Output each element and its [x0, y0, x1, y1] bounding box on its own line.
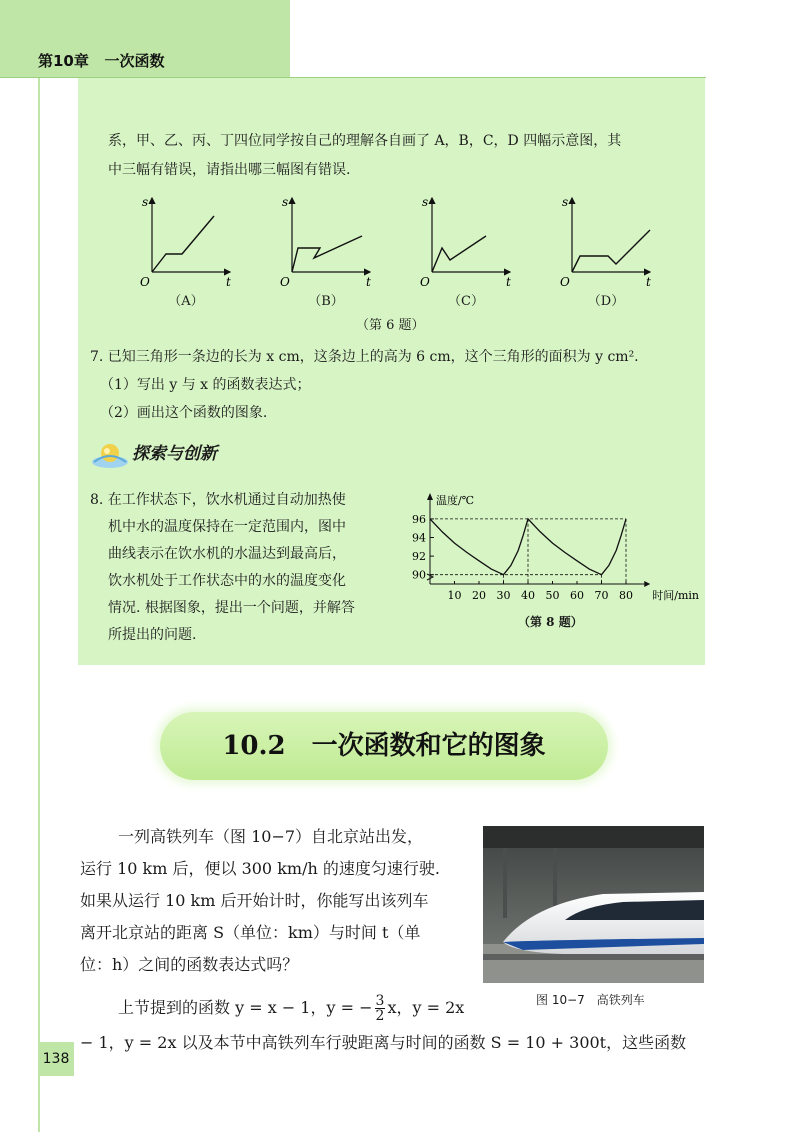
- train-photo: [483, 826, 704, 983]
- x-tick-label: 70: [594, 589, 609, 602]
- photo-caption: 图 10−7 高铁列车: [536, 993, 645, 1007]
- q8-line4: 饮水机处于工作状态中的水的温度变化: [108, 573, 346, 589]
- body-line6-a: 上节提到的函数 y = x − 1，y = −: [118, 998, 373, 1017]
- x-tick-label: 60: [570, 589, 584, 602]
- fraction-denominator: 2: [375, 1008, 385, 1024]
- x-tick-label: 20: [472, 589, 486, 602]
- body-line6-b: x，y = 2x: [387, 998, 465, 1017]
- q8-line2: 机中水的温度保持在一定范围内，图中: [108, 519, 346, 535]
- graph-d: [560, 195, 651, 289]
- chapter-heading: [38, 50, 165, 71]
- y-axis-label: 温度/℃: [436, 494, 475, 507]
- fraction: [375, 994, 386, 1023]
- graph-c: [420, 195, 511, 289]
- caption-b: （B）: [308, 294, 344, 309]
- body-line4: 离开北京站的距离 S（单位：km）与时间 t（单: [80, 923, 421, 942]
- axis-y-label: s: [142, 195, 149, 209]
- graph-b: [280, 195, 371, 289]
- q8-line1: 8. 在工作状态下，饮水机通过自动加热使: [90, 492, 346, 508]
- page-number: 138: [38, 1042, 74, 1076]
- x-tick-label: 50: [545, 589, 560, 602]
- x-tick-label: 10: [447, 589, 462, 602]
- q8-line5: 情况. 根据图象，提出一个问题，并解答: [108, 600, 355, 616]
- axis-y-label: s: [422, 195, 429, 209]
- body-line6: [118, 994, 464, 1023]
- axis-x-label: t: [646, 275, 651, 289]
- q8-figure-caption: （第 8 题）: [518, 615, 583, 629]
- caption-d: （D）: [587, 294, 625, 309]
- x-tick-label: 40: [521, 589, 535, 602]
- body-line2: 运行 10 km 后，便以 300 km/h 的速度匀速行驶.: [80, 859, 440, 878]
- origin-label: O: [560, 275, 570, 289]
- chapter-title: 一次函数: [104, 52, 165, 70]
- body-line3: 如果从运行 10 km 后开始计时，你能写出该列车: [80, 891, 429, 910]
- q8-line6: 所提出的问题.: [108, 627, 197, 643]
- section-title: 10.2 一次函数和它的图象: [222, 731, 546, 761]
- q7-stem: 7. 已知三角形一条边的长为 x cm，这条边上的高为 6 cm，这个三角形的面积为 y cm².: [90, 349, 639, 365]
- y-tick-label: 94: [412, 531, 426, 545]
- explore-title: 探索与创新: [132, 444, 217, 464]
- body-line5: 位：h）之间的函数表达式吗？: [80, 955, 299, 974]
- q6-graphs: [130, 192, 650, 292]
- y-tick-label: 92: [412, 550, 426, 564]
- graph-a: [140, 195, 231, 289]
- body-line7: − 1，y = 2x 以及本节中高铁列车行驶距离与时间的函数 S = 10 + 300t，这些函数: [80, 1033, 687, 1052]
- fraction-numerator: 3: [375, 993, 385, 1009]
- train-image: [483, 826, 704, 983]
- margin-line: [38, 78, 40, 1132]
- q7-part1: （1）写出 y 与 x 的函数表达式；: [100, 377, 311, 393]
- y-axis-arrow: [427, 493, 433, 500]
- body-line1: 一列高铁列车（图 10−7）自北京站出发，: [118, 827, 424, 846]
- chapter-number: 第10章: [38, 52, 89, 70]
- y-tick-label: 96: [412, 512, 426, 526]
- axis-x-label: t: [506, 275, 511, 289]
- q6-figure-caption: （第 6 题）: [356, 318, 425, 333]
- q6-line2: 中三幅有错误，请指出哪三幅图有错误.: [108, 162, 351, 178]
- caption-c: （C）: [448, 294, 484, 309]
- q6-line1: 系，甲、乙、丙、丁四位同学按自己的理解各自画了 A，B，C，D 四幅示意图，其: [108, 133, 622, 149]
- axis-y-label: s: [562, 195, 569, 209]
- q7-part2: （2）画出这个函数的图象.: [100, 405, 268, 421]
- x-tick-label: 80: [619, 589, 633, 602]
- caption-a: （A）: [168, 294, 204, 309]
- y-tick-label: 90: [412, 568, 426, 582]
- origin-label: O: [280, 275, 290, 289]
- axis-x-label: t: [226, 275, 231, 289]
- x-tick-label: 30: [496, 589, 511, 602]
- q8-line3: 曲线表示在饮水机的水温达到最高后，: [108, 546, 346, 562]
- explore-icon: [90, 440, 130, 470]
- temperature-chart: [400, 488, 700, 616]
- x-axis-label: 时间/min: [652, 589, 699, 602]
- origin-label: O: [140, 275, 150, 289]
- origin-label: O: [420, 275, 430, 289]
- axis-x-label: t: [366, 275, 371, 289]
- x-axis-arrow: [644, 581, 650, 587]
- axis-y-label: s: [282, 195, 289, 209]
